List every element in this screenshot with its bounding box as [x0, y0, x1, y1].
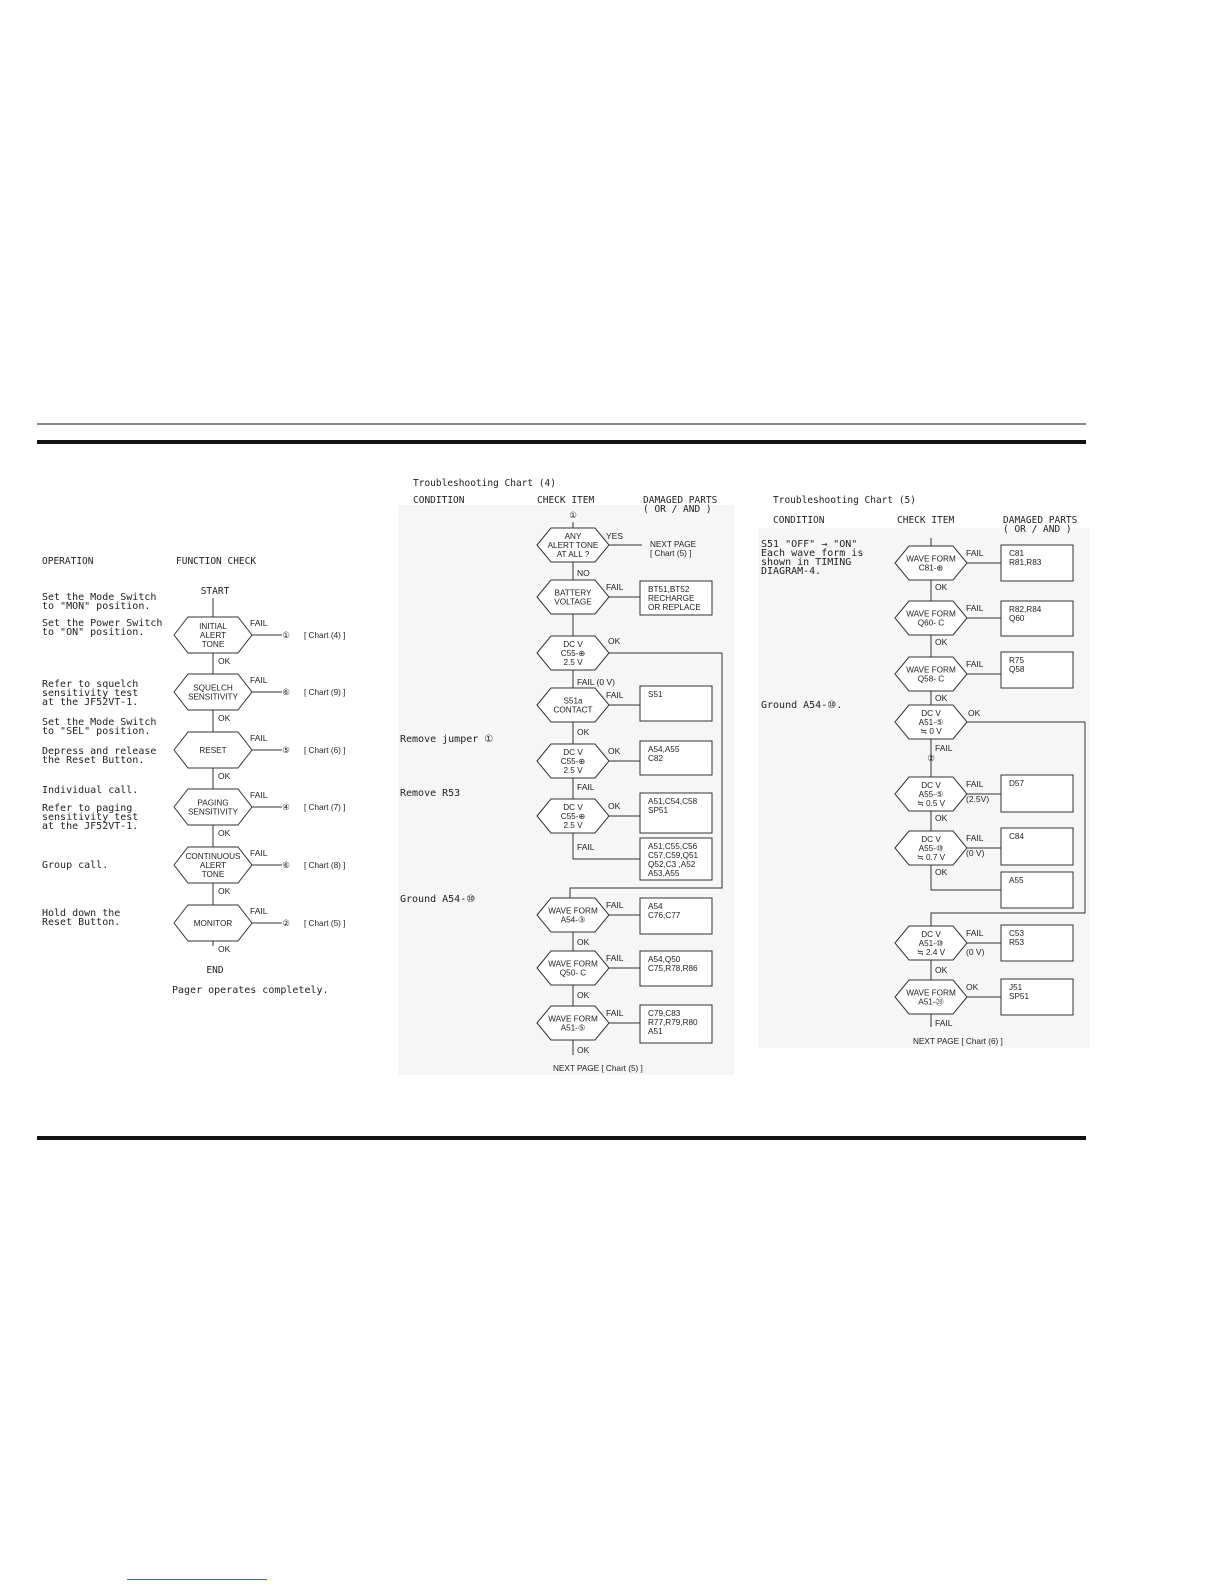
chart-reference: [ Chart (6) ] [304, 746, 346, 755]
operation-text: Hold down the [42, 908, 121, 919]
chart4-damaged-parts-label: BT51,BT52 [648, 585, 690, 594]
chart4-check-label: 2.5 V [563, 766, 583, 775]
chart4-check-label: CONTACT [553, 705, 593, 715]
function-check-step-label: ALERT [199, 631, 227, 640]
chart5-branch-label: FAIL [966, 659, 984, 669]
chart4-check-label: WAVE FORM [548, 1014, 598, 1024]
chart5-check-label: A55-⑤ [918, 790, 944, 799]
function-check-step-label: RESET [199, 746, 227, 755]
operation-text: at the JF52VT-1. [42, 821, 139, 832]
chart5-condition-note: shown in TIMING [761, 557, 852, 568]
operation-text: Group call. [42, 860, 109, 871]
chart4-condition-header: CONDITION [413, 495, 465, 506]
chart4-damaged-parts-label: R77,R79,R80 [648, 1018, 698, 1027]
operation-text: sensitivity test [42, 812, 139, 823]
chart5-ok-label: OK [935, 867, 948, 877]
chart5-damaged-parts-label: R81,R83 [1009, 558, 1042, 567]
operation-text: Individual call. [42, 785, 139, 796]
chart4-damaged-header: DAMAGED PARTS [643, 495, 718, 506]
chart5-ground-note: Ground A54-⑩. [761, 700, 843, 711]
operation-text: Refer to squelch [42, 679, 139, 690]
chart5-check-label: DC V [921, 709, 941, 718]
operation-text: Depress and release [42, 746, 157, 757]
operation-text: to "MON" position. [42, 601, 151, 612]
chart4-yes-target: NEXT PAGE [650, 540, 697, 549]
operation-text: to "ON" position. [42, 627, 145, 638]
step-marker: ④ [282, 802, 290, 812]
chart5-ok-label: OK [935, 813, 948, 823]
function-check-step-label: TONE [201, 640, 225, 649]
chart5-check-label: WAVE FORM [906, 988, 956, 998]
chart-reference: [ Chart (5) ] [304, 919, 346, 928]
chart5-damaged-parts-label: D57 [1009, 779, 1025, 788]
chart4-damaged-header: ( OR / AND ) [643, 504, 712, 515]
chart4-branch-label: FAIL [606, 900, 624, 910]
chart5-branch-label: FAIL [966, 928, 984, 938]
operation-text: the Reset Button. [42, 755, 145, 766]
chart5-branch-label: FAIL [966, 833, 984, 843]
step-marker: ⑤ [282, 745, 290, 755]
chart4-condition: Remove R53 [400, 788, 461, 799]
chart5-check-label: Q58- C [917, 674, 945, 684]
function-check-step-label: CONTINUOUS [185, 852, 241, 861]
chart4-next-page: NEXT PAGE [ Chart (5) ] [553, 1064, 643, 1073]
chart5-damaged-parts-label: J51 [1009, 983, 1023, 992]
chart5-damaged-header: DAMAGED PARTS [1003, 515, 1078, 526]
chart4-check-label: WAVE FORM [548, 959, 598, 969]
chart5-damaged-header: ( OR / AND ) [1003, 524, 1072, 535]
chart5-branch-label: FAIL [966, 603, 984, 613]
chart4-check-label: Q50- C [559, 968, 587, 978]
chart4-damaged-parts-label: A54,Q50 [648, 955, 681, 964]
function-check-step-label: INITIAL [199, 622, 227, 631]
chart4-check-label: WAVE FORM [548, 906, 598, 916]
operation-text: Reset Button. [42, 917, 121, 928]
chart4-entry-marker: ① [569, 510, 577, 520]
chart4-check-label: C55-⊕ [560, 649, 586, 658]
step-marker: ① [282, 630, 290, 640]
step-marker: ⑥ [282, 687, 290, 697]
operation-text: to "SEL" position. [42, 726, 151, 737]
fail-label: FAIL [250, 848, 268, 858]
chart4-damaged-parts-label: C82 [648, 754, 664, 763]
fail-label: FAIL [250, 618, 268, 628]
chart4-branch-label: FAIL [606, 953, 624, 963]
chart4-check-label: A51-⑤ [560, 1023, 586, 1033]
chart5-ok-label: OK [935, 637, 948, 647]
chart5-branch-label: FAIL [966, 779, 984, 789]
operation-text: sensitivity test [42, 688, 139, 699]
chart5-check-label: ≒ 2.4 V [916, 948, 946, 957]
fail-label: FAIL [250, 675, 268, 685]
operation-text: Refer to paging [42, 803, 133, 814]
chart4-fail0v-label: FAIL (0 V) [577, 677, 615, 687]
chart4-branch-label: OK [608, 746, 621, 756]
chart4-check-label: DC V [563, 640, 583, 649]
chart5-fail-label: FAIL [935, 1018, 953, 1028]
chart5-check-label: A55-⑩ [918, 844, 944, 853]
chart4-yes-target: [ Chart (5) ] [650, 549, 692, 558]
chart5-damaged-parts-label: R53 [1009, 938, 1025, 947]
chart5-damaged-parts-label: Q60 [1009, 614, 1025, 623]
chart4-damaged-parts-label: OR REPLACE [648, 603, 701, 612]
chart5-check-label: ≒ 0.5 V [916, 799, 946, 808]
chart5-check-label: DC V [921, 835, 941, 844]
chart5-check-label: WAVE FORM [906, 554, 956, 564]
fail-label: FAIL [250, 906, 268, 916]
ok-label: OK [218, 771, 231, 781]
function-check-step-label: SQUELCH [193, 683, 233, 693]
chart5-check-label: A51-⑩ [918, 939, 944, 948]
chart5-condition-note: DIAGRAM-4. [761, 566, 822, 577]
chart4-check-label: ALERT TONE [547, 541, 599, 550]
chart4-ok-label: OK [608, 636, 621, 646]
chart4-check-label: A54-③ [560, 915, 586, 925]
chart4-damaged-parts-label: C57,C59,Q51 [648, 851, 699, 860]
chart5-ok-label: OK [968, 708, 981, 718]
chart5-check-label: C81-⊕ [918, 563, 944, 573]
function-check-step-label: ALERT [199, 861, 227, 870]
chart-reference: [ Chart (8) ] [304, 861, 346, 870]
chart5-fail-label: FAIL [935, 743, 953, 753]
fail-label: FAIL [250, 733, 268, 743]
chart4-yes-label: YES [606, 531, 624, 541]
chart-reference: [ Chart (9) ] [304, 688, 346, 697]
chart4-title: Troubleshooting Chart (4) [413, 478, 556, 489]
chart5-condition-note: S51 "OFF" → "ON" [761, 539, 858, 550]
chart4-check-label: DC V [563, 748, 583, 757]
chart4-check-header: CHECK ITEM [537, 495, 595, 506]
chart-reference: [ Chart (4) ] [304, 631, 346, 640]
chart4-branch-label: FAIL [606, 582, 624, 592]
chart4-damaged-parts-label: A54 [648, 902, 663, 911]
step-marker: ② [282, 918, 290, 928]
function-check-step-label: SENSITIVITY [187, 692, 239, 702]
chart4-damaged-parts-label: SP51 [648, 806, 669, 815]
bottom-link-underline[interactable] [127, 1579, 267, 1580]
chart4-damaged-parts-label: C79,C83 [648, 1009, 681, 1018]
end-label: END [206, 965, 224, 976]
chart4-fail-label: FAIL [577, 782, 595, 792]
function-check-step-label: SENSITIVITY [187, 807, 239, 817]
ok-label: OK [218, 944, 231, 954]
chart5-damaged-parts-label: Q58 [1009, 665, 1025, 674]
chart5-check-label: ≒ 0.7 V [916, 853, 946, 862]
chart4-damaged-parts-label: Q52,C3 ,A52 [648, 860, 696, 869]
chart5-next-page: NEXT PAGE [ Chart (6) ] [913, 1037, 1003, 1046]
chart5-ok-label: OK [935, 582, 948, 592]
chart4-branch-label: FAIL [606, 690, 624, 700]
chart5-marker: ② [927, 753, 935, 763]
function-check-step-label: MONITOR [193, 919, 233, 928]
chart5-damaged-parts-label: C53 [1009, 929, 1025, 938]
function-check-header: FUNCTION CHECK [176, 556, 257, 567]
chart4-damaged-parts-label: A53,A55 [648, 869, 680, 878]
step-marker: ⑥ [282, 860, 290, 870]
operation-text: at the JF52VT-1. [42, 697, 139, 708]
operation-text: Set the Power Switch [42, 618, 163, 629]
chart5-voltage-note: (2.5V) [966, 794, 990, 804]
chart4-check-label: S51a [563, 696, 583, 706]
chart4-damaged-parts-label: A51,C54,C58 [648, 797, 698, 806]
end-note: Pager operates completely. [172, 985, 329, 996]
chart4-check-label: 2.5 V [563, 658, 583, 667]
chart5-damaged-parts-label: C84 [1009, 832, 1025, 841]
chart5-damaged-parts-label: C81 [1009, 549, 1025, 558]
chart5-check-label: A51-⑳ [918, 997, 944, 1007]
chart4-damaged-parts-label: S51 [648, 690, 663, 699]
chart4-check-label: C55-⊕ [560, 757, 586, 766]
chart4-check-label: ANY [564, 532, 582, 541]
chart5-damaged-parts-label: R75 [1009, 656, 1025, 665]
ok-label: OK [218, 656, 231, 666]
ok-label: OK [218, 713, 231, 723]
chart5-check-label: DC V [921, 781, 941, 790]
chart4-damaged-parts-label: C75,R78,R86 [648, 964, 698, 973]
chart4-ok-label: OK [577, 937, 590, 947]
chart5-check-label: A51-⑤ [918, 718, 944, 727]
operation-header: OPERATION [42, 556, 94, 567]
chart5-condition-note: Each wave form is [761, 548, 864, 559]
chart5-branch-label: OK [966, 982, 979, 992]
chart5-check-label: DC V [921, 930, 941, 939]
chart5-damaged-parts-label: A55 [1009, 876, 1024, 885]
chart5-damaged-parts-label: R82,R84 [1009, 605, 1042, 614]
chart-reference: [ Chart (7) ] [304, 803, 346, 812]
chart4-check-label: 2.5 V [563, 821, 583, 830]
chart4-check-label: VOLTAGE [554, 597, 592, 607]
chart5-title: Troubleshooting Chart (5) [773, 495, 916, 506]
chart4-fail-label: FAIL [577, 842, 595, 852]
chart5-ok-label: OK [935, 965, 948, 975]
chart4-branch-label: OK [608, 801, 621, 811]
chart5-condition-header: CONDITION [773, 515, 825, 526]
chart4-ok-label: OK [577, 727, 590, 737]
chart5-check-label: Q60- C [917, 618, 945, 628]
chart4-condition: Ground A54-⑩ [400, 894, 476, 905]
chart4-damaged-parts-label: A54,A55 [648, 745, 680, 754]
chart5-damaged-parts-label: SP51 [1009, 992, 1030, 1001]
chart5-check-header: CHECK ITEM [897, 515, 955, 526]
chart4-no-label: NO [577, 568, 590, 578]
chart4-check-label: AT ALL ? [556, 550, 590, 559]
chart4-damaged-parts-label: A51 [648, 1027, 663, 1036]
chart4-damaged-parts-label: C76,C77 [648, 911, 681, 920]
chart4-ok-label: OK [577, 990, 590, 1000]
chart5-check-label: WAVE FORM [906, 609, 956, 619]
function-check-step-label: TONE [201, 870, 225, 879]
function-check-step-label: PAGING [197, 798, 229, 808]
fail-label: FAIL [250, 790, 268, 800]
operation-text: Set the Mode Switch [42, 717, 157, 728]
chart4-branch-label: FAIL [606, 1008, 624, 1018]
chart4-damaged-parts-label: RECHARGE [648, 594, 695, 603]
start-label: START [200, 586, 230, 597]
chart4-condition: Remove jumper ① [400, 734, 494, 745]
chart4-ok-label: OK [577, 1045, 590, 1055]
chart5-voltage-note: (0 V) [966, 848, 985, 858]
operation-text: Set the Mode Switch [42, 592, 157, 603]
chart4-check-label: DC V [563, 803, 583, 812]
ok-label: OK [218, 886, 231, 896]
chart4-damaged-parts-label: A51,C55,C56 [648, 842, 698, 851]
chart5-check-label: ≒ 0 V [920, 727, 942, 736]
chart4-check-label: BATTERY [554, 588, 592, 598]
chart5-check-label: WAVE FORM [906, 665, 956, 675]
chart5-branch-label: FAIL [966, 548, 984, 558]
chart4-check-label: C55-⊕ [560, 812, 586, 821]
chart5-ok-label: OK [935, 693, 948, 703]
ok-label: OK [218, 828, 231, 838]
chart5-voltage-note: (0 V) [966, 947, 985, 957]
